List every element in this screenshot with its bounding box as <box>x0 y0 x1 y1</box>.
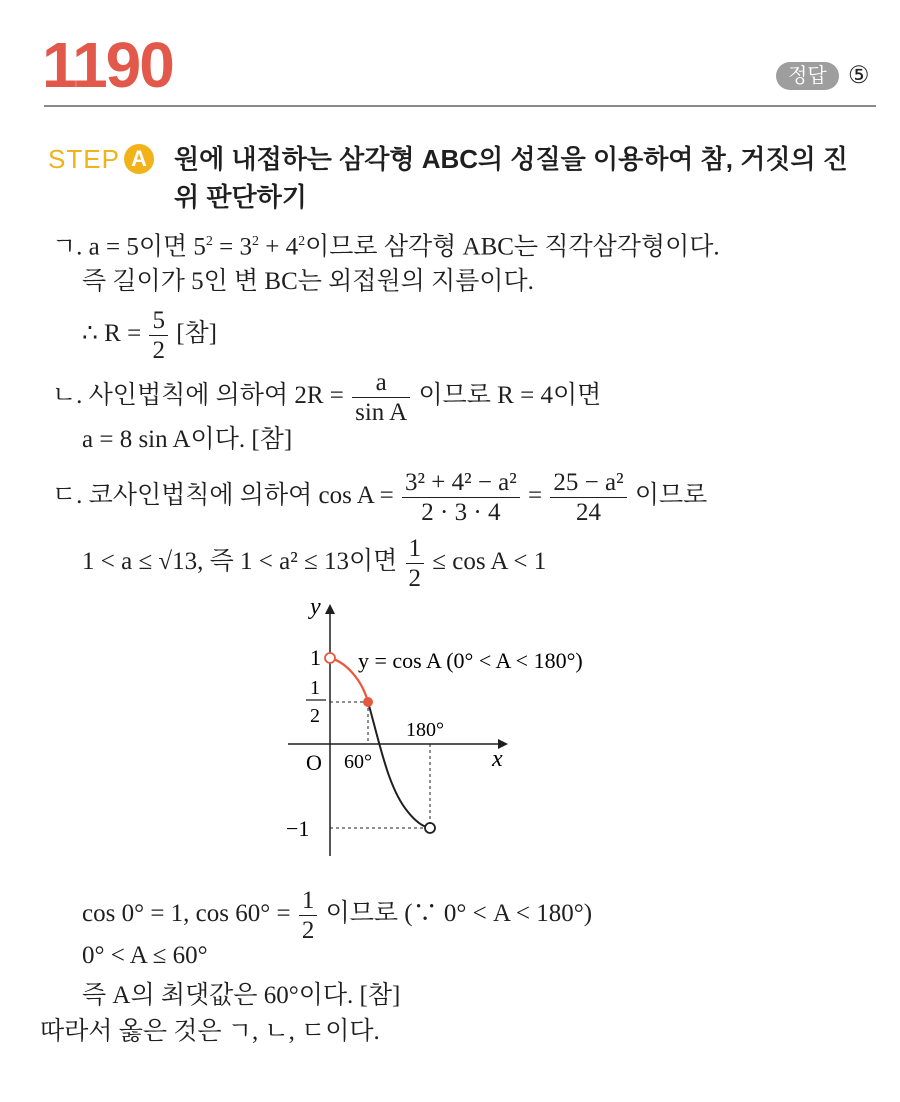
item-n-line2: a = 8 sin A이다. [참] <box>82 426 293 453</box>
fraction-25-minus-a2: $\frac{\text{25 − a²}}{24}$ <box>550 470 626 525</box>
fraction-half-2: $\frac{1}{2}$ <box>299 888 318 943</box>
x-label-180: 180° <box>406 719 444 741</box>
origin-label: O <box>306 750 322 775</box>
item-d-line2: 1 < a ≤ √13, 즉 1 < a² ≤ 13이면 $\frac{1}{2}$ ≤ cos A < 1 <box>82 535 547 592</box>
y-label-half-den: 2 <box>310 705 320 727</box>
x-axis-label: x <box>492 746 503 772</box>
item-g-line2: 즉 길이가 5인 변 BC는 외접원의 지름이다. <box>82 268 534 295</box>
item-g-line3: ∴ R = $\frac{5}{2}$ [참] <box>82 307 217 364</box>
step-label: STEP <box>48 144 120 174</box>
open-point-1 <box>325 653 335 663</box>
header-divider <box>44 105 876 107</box>
conclusion-line3: 즉 A의 최댓값은 60°이다. [참] <box>82 982 401 1009</box>
y-axis-label: y <box>310 598 321 620</box>
item-n-line1: ㄴ. 사인법칙에 의하여 2R = $\frac{a}{\text{sin A}}$ 이므로 R = 4이면 <box>52 369 602 426</box>
point-60 <box>363 697 373 707</box>
fraction-half: $\frac{1}{2}$ <box>406 536 425 591</box>
item-g-line1: ㄱ. a = 5이면 $5^2 = 3^2 + 4^2$이므로 삼각형 ABC는 직각삼각형이다. <box>52 233 720 261</box>
answer-value: ⑤ <box>848 63 870 89</box>
problem-number: 1190 <box>42 29 173 101</box>
conclusion-line1: cos 0° = 1, cos 60° = $\frac{1}{2}$ 이므로 (∵ 0° < A < 180°) <box>82 887 593 944</box>
y-axis-arrow <box>325 604 335 614</box>
y-label-neg1: −1 <box>286 816 310 841</box>
curve-label: y = cos A (0° < A < 180°) <box>358 648 583 673</box>
y-label-half-num: 1 <box>310 677 320 699</box>
step-title: 원에 내접하는 삼각형 ABC의 성질을 이용하여 참, 거짓의 진위 판단하기 <box>174 144 848 212</box>
fraction-a-over-sinA: $\frac{a}{\text{sin A}}$ <box>352 370 410 425</box>
final-answer: 따라서 옳은 것은 ㄱ, ㄴ, ㄷ이다. <box>40 1018 380 1045</box>
fraction-5-over-2: $\frac{5}{2}$ <box>149 308 168 363</box>
open-point-180 <box>425 823 435 833</box>
step-badge: A <box>124 144 154 174</box>
answer-badge: 정답 <box>776 62 839 90</box>
y-label-1: 1 <box>310 645 321 670</box>
conclusion-line2: 0° < A ≤ 60° <box>82 942 208 969</box>
fraction-cosine-law: $\frac{\text{3² + 4² − a²}}{2 \cdot 3 \cdot 4}$ <box>402 470 520 525</box>
item-d-line1: ㄷ. 코사인법칙에 의하여 cos A = $\frac{\text{3² + 4² − a²}}{2 \cdot 3 \cdot 4}$ = $\frac{\text{25 − a²}}{24}$ 이므로 <box>52 469 708 526</box>
cosine-graph <box>280 598 660 868</box>
x-label-60: 60° <box>344 751 372 773</box>
